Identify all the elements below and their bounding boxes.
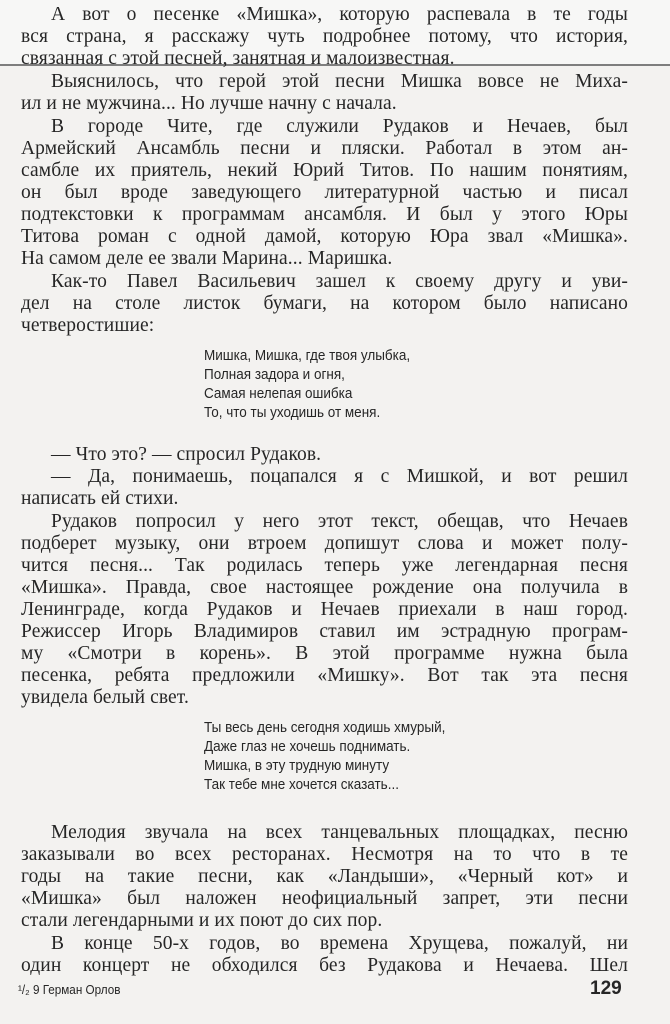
text-line: А вот о песенке «Мишка», которую распевала в те годы [51,4,628,25]
text-line: — Да, понимаешь, поцапался я с Мишкой, и вот решил [51,466,628,487]
text-line: написать ей стихи. [21,488,179,509]
text-line: Выяснилось, что герой этой песни Мишка вовсе не Миха- [51,71,628,92]
text-line: Режиссер Игорь Владимиров ставил им эстрадную програм- [21,621,628,642]
printer-signature: ¹/₂ 9 Герман Орлов [18,982,121,997]
text-line: увидела белый свет. [21,687,189,708]
verse-line: Мишка, в эту трудную минуту [204,757,390,774]
verse-line: То, что ты уходишь от меня. [204,404,381,421]
verse-line: Даже глаз не хочешь поднимать. [204,738,411,755]
text-line: «Мишка». Правда, свое настоящее рождение она получила в [21,577,628,598]
text-line: На самом деле ее звали Марина... Маришка. [21,248,393,269]
text-line: один концерт не обходился без Рудакова и Нечаева. Шел [21,955,628,976]
text-line: «Мишка» был наложен неофициальный запрет, эти песни [21,888,628,909]
text-line: Титова роман с одной дамой, которую Юра звал «Мишка». [21,226,628,247]
text-line: годы на такие песни, как «Ландыши», «Черный кот» и [21,866,628,887]
text-line: Как-то Павел Васильевич зашел к своему другу и уви- [51,271,628,292]
text-line: Рудаков попросил у него этот текст, обещав, что Нечаев [51,511,628,532]
text-line: песенка, ребята предложили «Мишку». Вот так эта песня [21,665,628,686]
text-line: — Что это? — спросил Рудаков. [51,444,322,465]
text-line: Ленинграде, когда Рудаков и Нечаев приехали в наш город. [21,599,628,620]
text-line: самбле их приятель, некий Юрий Титов. По нашим понятиям, [21,160,628,181]
text-line: чится песня... Так родилась теперь уже легендарная песня [21,555,628,576]
verse-line: Мишка, Мишка, где твоя улыбка, [204,347,411,364]
text-line: стали легендарными и их поют до сих пор. [21,910,383,931]
text-line: он был вроде заведующего литературной частью и писал [21,182,628,203]
text-line: Армейский Ансамбль песни и пляски. Работал в этом ан- [21,138,628,159]
verse-line: Полная задора и огня, [204,366,345,383]
text-line: связанная с этой песней, занятная и малоизвестная. [21,48,455,69]
verse-line: Самая нелепая ошибка [204,385,353,402]
text-line: подберет музыку, они втроем допишут слова и может полу- [21,533,628,554]
verse-line: Так тебе мне хочется сказать... [204,776,399,793]
text-line: му «Смотри в корень». В этой программе нужна была [21,643,628,664]
text-line: заказывали во всех ресторанах. Несмотря на то что в те [21,844,628,865]
verse-line: Ты весь день сегодня ходишь хмурый, [204,719,446,736]
text-line: дел на столе листок бумаги, на котором было написано [21,293,628,314]
text-line: В конце 50-х годов, во времена Хрущева, пожалуй, ни [51,933,628,954]
text-line: ил и не мужчина... Но лучше начну с начала. [21,93,397,114]
page-number: 129 [590,978,622,999]
text-line: подтекстовки к программам ансамбля. И был у этого Юры [21,204,628,225]
text-line: В городе Чите, где служили Рудаков и Нечаев, был [51,116,628,137]
text-line: Мелодия звучала на всех танцевальных площадках, песню [51,822,628,843]
text-line: четверостишие: [21,315,155,336]
text-line: вся страна, я расскажу чуть подробнее потому, что история, [21,26,628,47]
